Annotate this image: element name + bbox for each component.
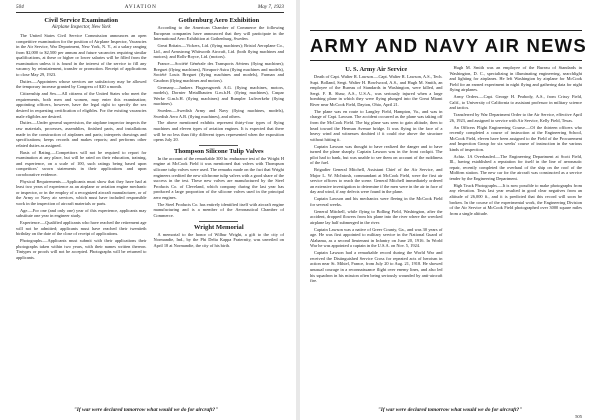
paragraph: Basis of Rating.—Competitors will not be required to report for examination at any place, but will be rated on their education, training, and experience, on a scale of 100, such ratings being based upon competitors' sworn statements in their applications and upon corroborative evidence. xyxy=(16,149,147,177)
paragraph: An Officers Flight Engineering Course.—Of the thirteen officers who recently completed a course of instruction at the Engineering School, McCook Field, eleven have been assigned to the Field of the Procurement and Inspection Group for six weeks' course of instruction in the various kinds of inspection. xyxy=(449,124,582,152)
paragraph: Transferred by War Department Order to the Air Service, effective April 26, 1923, and assigned to service with Air Service, Kelly Field, Texas. xyxy=(449,112,582,123)
book-spine xyxy=(296,0,300,420)
paragraph: Captain Lawson was a native of Greer County, Ga., and was 30 years of age. He was first appointed to military service in the National Guard of Alabama, as a second lieutenant in Infantry on June 20, 1916. In World War he was appointed a captain in the U.S.A. on Nov. 5, 1924. xyxy=(310,226,443,249)
paragraph: Death of Capt. Walter R. Lawson.—Capt. Walter R. Lawson, A.S., Tech. Supt. Bolland, Sergt. Walter H. Bowlwood, A.S., and Hugh M. Smith, an employee of the Bureau of Standards in Washington, were killed, and Sergt. F. B. Shaw, A.S., U.S.A., was seriously injured when a large bombing plane in which they were flying plunged into the Great Miami River near McCook Field, Dayton, Ohio, April 21. xyxy=(310,74,443,107)
right-page xyxy=(304,0,596,420)
divider xyxy=(199,145,238,146)
article-title: Gothenburg Aero Exhibition xyxy=(178,17,260,24)
left-columns xyxy=(16,16,284,262)
paragraph: Captain Lawson had a remarkable record during the World War and received the Distinguished Service Cross for repeated acts of heroism in action near St. Mihiel, France, from July 20 to Aug. 21, 1918. He showed unusual courage in a reconnaissance flight over enemy lines, and also led his squadron in his mission often being seriously wounded by anti-aircraft fire. xyxy=(310,250,443,284)
masthead xyxy=(310,30,587,61)
paragraph: Captain Lawson was thought to have realized the danger and to have turned the plane sharply. Captain Lawson was in the front cockpit. The pilot had to bank, but was unable to see them on account of the ruddiness of the fuel. xyxy=(310,143,443,166)
masthead-title: ARMY AND NAVY AIR NEWS xyxy=(310,35,587,56)
paragraph: Captain Lawson and his mechanics were fleeing in the McCook Field for several weeks. xyxy=(310,196,443,207)
paragraph: The Steel Products Co. has entirely identified itself with aircraft engine manufacturing and is a member of the Aeronautical Chamber of Commerce. xyxy=(153,201,284,218)
running-head-date: May 7, 1923 xyxy=(257,4,284,10)
divider xyxy=(199,221,238,222)
paragraph: Army Orders.—Capt. George H. Peabody, A.S., from Crissy Field, Calif., to University of California to assistant professor in military science and tactics. xyxy=(449,94,582,111)
paragraph: Age.—For one (and only one) year of this experience, applicants may substitute one year in engineer study. xyxy=(16,207,147,219)
paragraph: In the account of the remarkable 300 hr. endurance test of the Wright H engine at McCook Field it was mentioned that valves with Thompson silicone tulip valves were used. The remarks made on the fact that Wright engineers credited the new silchrome tulip valves with a good share of the success in the test. These new valves are manufactured by the Steel Products Co. of Cleveland, which company during the last year has produced a large proportion of the silicone valves used in the principal aero engines. xyxy=(153,155,284,200)
right-column-1 xyxy=(310,65,443,285)
paragraph: The plane was en route to Langley Field, Hampton, Va., and was in charge of Capt. Lawson. The accident occurred as the plane was taking off from the McCook Field. The big plane was seen to gain altitude, then to head toward the Herman Avenue bridge. It was flying in the face of a heavy wind and witnesses doubted if it could rise above the structure without hitting it. xyxy=(310,108,443,142)
paragraph: Physical Requirements.—Applicants must show that they have had at least two years of experience as an airplane or aviation engine mechanic or inspector, or in the employ of a recognized aircraft manufacturer, or of the Army or Navy air services, which must have included responsible work in the inspection of aircraft materials or parts. xyxy=(16,178,147,207)
paragraph: According to the American Chamber of Commerce the following European companies have announced that they will participate in the International Aero Exhibition at Gothenburg, Sweden. xyxy=(153,25,284,42)
article-title: Wright Memorial xyxy=(193,223,244,231)
paragraph: Duties.—Under general supervision, the airplane inspector inspects the raw materials, processes, assemblies, finished parts, and installations made in the construction of airplanes and parts; interprets drawings and specifications; keeps records and makes reports; and performs other related duties as assigned. xyxy=(16,120,147,148)
page-number: 504 xyxy=(16,4,24,10)
right-columns xyxy=(310,65,582,285)
left-column-1 xyxy=(16,16,147,262)
page-footer: "If war were declared tomorrow what would we do for aircraft?" xyxy=(73,407,219,413)
article-subtitle: Airplane Inspector, New York xyxy=(51,25,111,30)
paragraph: Great Britain.—Vickers, Ltd. (flying machines); Bristol Aeroplane Co., Ltd., and Armstrong Whitworth Aircraft, Ltd. (both flying machines and motors); and Rolls-Royce, Ltd. (motors). xyxy=(153,42,284,60)
paragraph: High Truck Photographs.—It is now possible to make photographs from any elevation. Tests last year resulted in good clear negatives from an altitude of 26,000 ft., and it is predicted that this record will soon be broken. In the course of the experimental work, the Engineering Division of the Air Service at McCook Field photographed over 3000 square miles from a single altitude. xyxy=(449,182,582,216)
running-head-title: AVIATION xyxy=(124,4,157,10)
article-title: Thompson Silicone Tulip Valves xyxy=(173,147,264,155)
paragraph: The above mentioned exhibits represent thirty-four types of flying machines and eleven types of aviation engines. It is expected that there will be no less than fifty different types represented when the exposition opens July 20. xyxy=(153,120,284,143)
paragraph: Citizenship and Sex.—All citizens of the United States who meet the requirements, both men and women, may enter this examination; appointing officers, however, have the legal right to specify the sex desired in requesting certification of eligibles. For the existing vacancies male eligibles are desired. xyxy=(16,91,147,119)
article-title: Civil Service Examination xyxy=(44,17,119,24)
running-head xyxy=(16,4,284,13)
left-column-2 xyxy=(154,16,285,262)
paragraph: The United States Civil Service Commission announces an open competitive examination for the position of Airplane Inspector, Vacancies in the Air Service, War Department, New York, N. Y., at a salary ranging from $2,000 to $2,500 per annum and future vacancies requiring similar qualifications, at these or higher or lower salaries will be filled from the examination unless it is found in the interest of the service to fill any vacancy by reinstatement, transfer or promotion. Receipt of applications to close May 29, 1923. xyxy=(16,32,147,78)
right-column-2 xyxy=(450,65,583,285)
paragraph: Experience.—Qualified applicants who have reached the retirement age will not be admitted; applicants must have reached their twentieth birthday on the date of the close of receipt of applications. xyxy=(16,220,147,237)
paragraph: Brigadier General Mitchell, Assistant Chief of the Air Service, and Major L. W. McIntosh, commandant at McCook Field, were the first air service officers to reach the scene. General Mitchell immediately ordered an extensive investigation to determine if the men were in the air in face of day and wind, if any defects were found in the plane. xyxy=(310,167,443,195)
paragraph: Photographs.—Applicants must submit with their applications their photographs taken within two years, with their names written thereon. Tintypes or proofs will not be accepted. Photographs will be returned to applicants. xyxy=(16,238,147,260)
left-page xyxy=(0,0,292,420)
paragraph: A memorial to the honor of Wilbur Wright, a gift to the city of Normandie, Ind., by the Phi Delta Kappa Fraternity, was unveiled on April 18 at Normandie, the city of his birth. xyxy=(153,231,284,248)
paragraph: Germany.—Junkers Flugzeugwerk A.G. (flying machines, motors, models), Dornier Metallbauten G.m.b.H. (flying machines), Caspar Werke G.m.b.H. (flying machines) and Rumpler Luftverkehr (flying machines). xyxy=(153,84,284,107)
page-footer: "If war were declared tomorrow what would we do for aircraft?" xyxy=(377,407,523,413)
paragraph: General Mitchell, while flying to Bolling Field, Washington, after the accident, dropped flowers from his plane into the river where the wrecked airplane lay half submerged in the river. xyxy=(310,208,443,225)
paragraph: Hugh M. Smith was an employee of the Bureau of Standards in Washington, D. C., specializing in illuminating engineering, searchlight and lighting for airplanes. He left Washington by airplane for McCook Field for an earned experiment in night flying and gathering data for night flying airplanes. xyxy=(449,65,582,93)
paragraph: Sweden.—Swedish Army and Navy (flying machines, models), Swedish Aero A.B. (flying machines), and others. xyxy=(153,108,284,119)
paragraph: Achtz. 1A Overhauled.—The Engineering Department at Scott Field, Ill., having established a reputation for itself in the line of aeronautic repair, recently completed the overhaul of the ship on the roof of the Midfirm station. The new car for the aircraft was constructed as a service tender by the Engineering Department. xyxy=(449,153,582,182)
paragraph: France.—Société Générale des Transports Aériens (flying machines); Breguet (flying machines), Nieuport-Astra (flying machines and models), Société Louis Breguet (flying machines and models), Farman and Caudron (flying machines and motors). xyxy=(153,60,284,83)
page-number: 505 xyxy=(575,414,582,419)
paragraph: Duties.—Appointees whose services are satisfactory may be allowed the temporary increase granted by Congress of $20 a month. xyxy=(16,78,147,90)
article-title: U. S. Army Air Service xyxy=(345,66,408,73)
